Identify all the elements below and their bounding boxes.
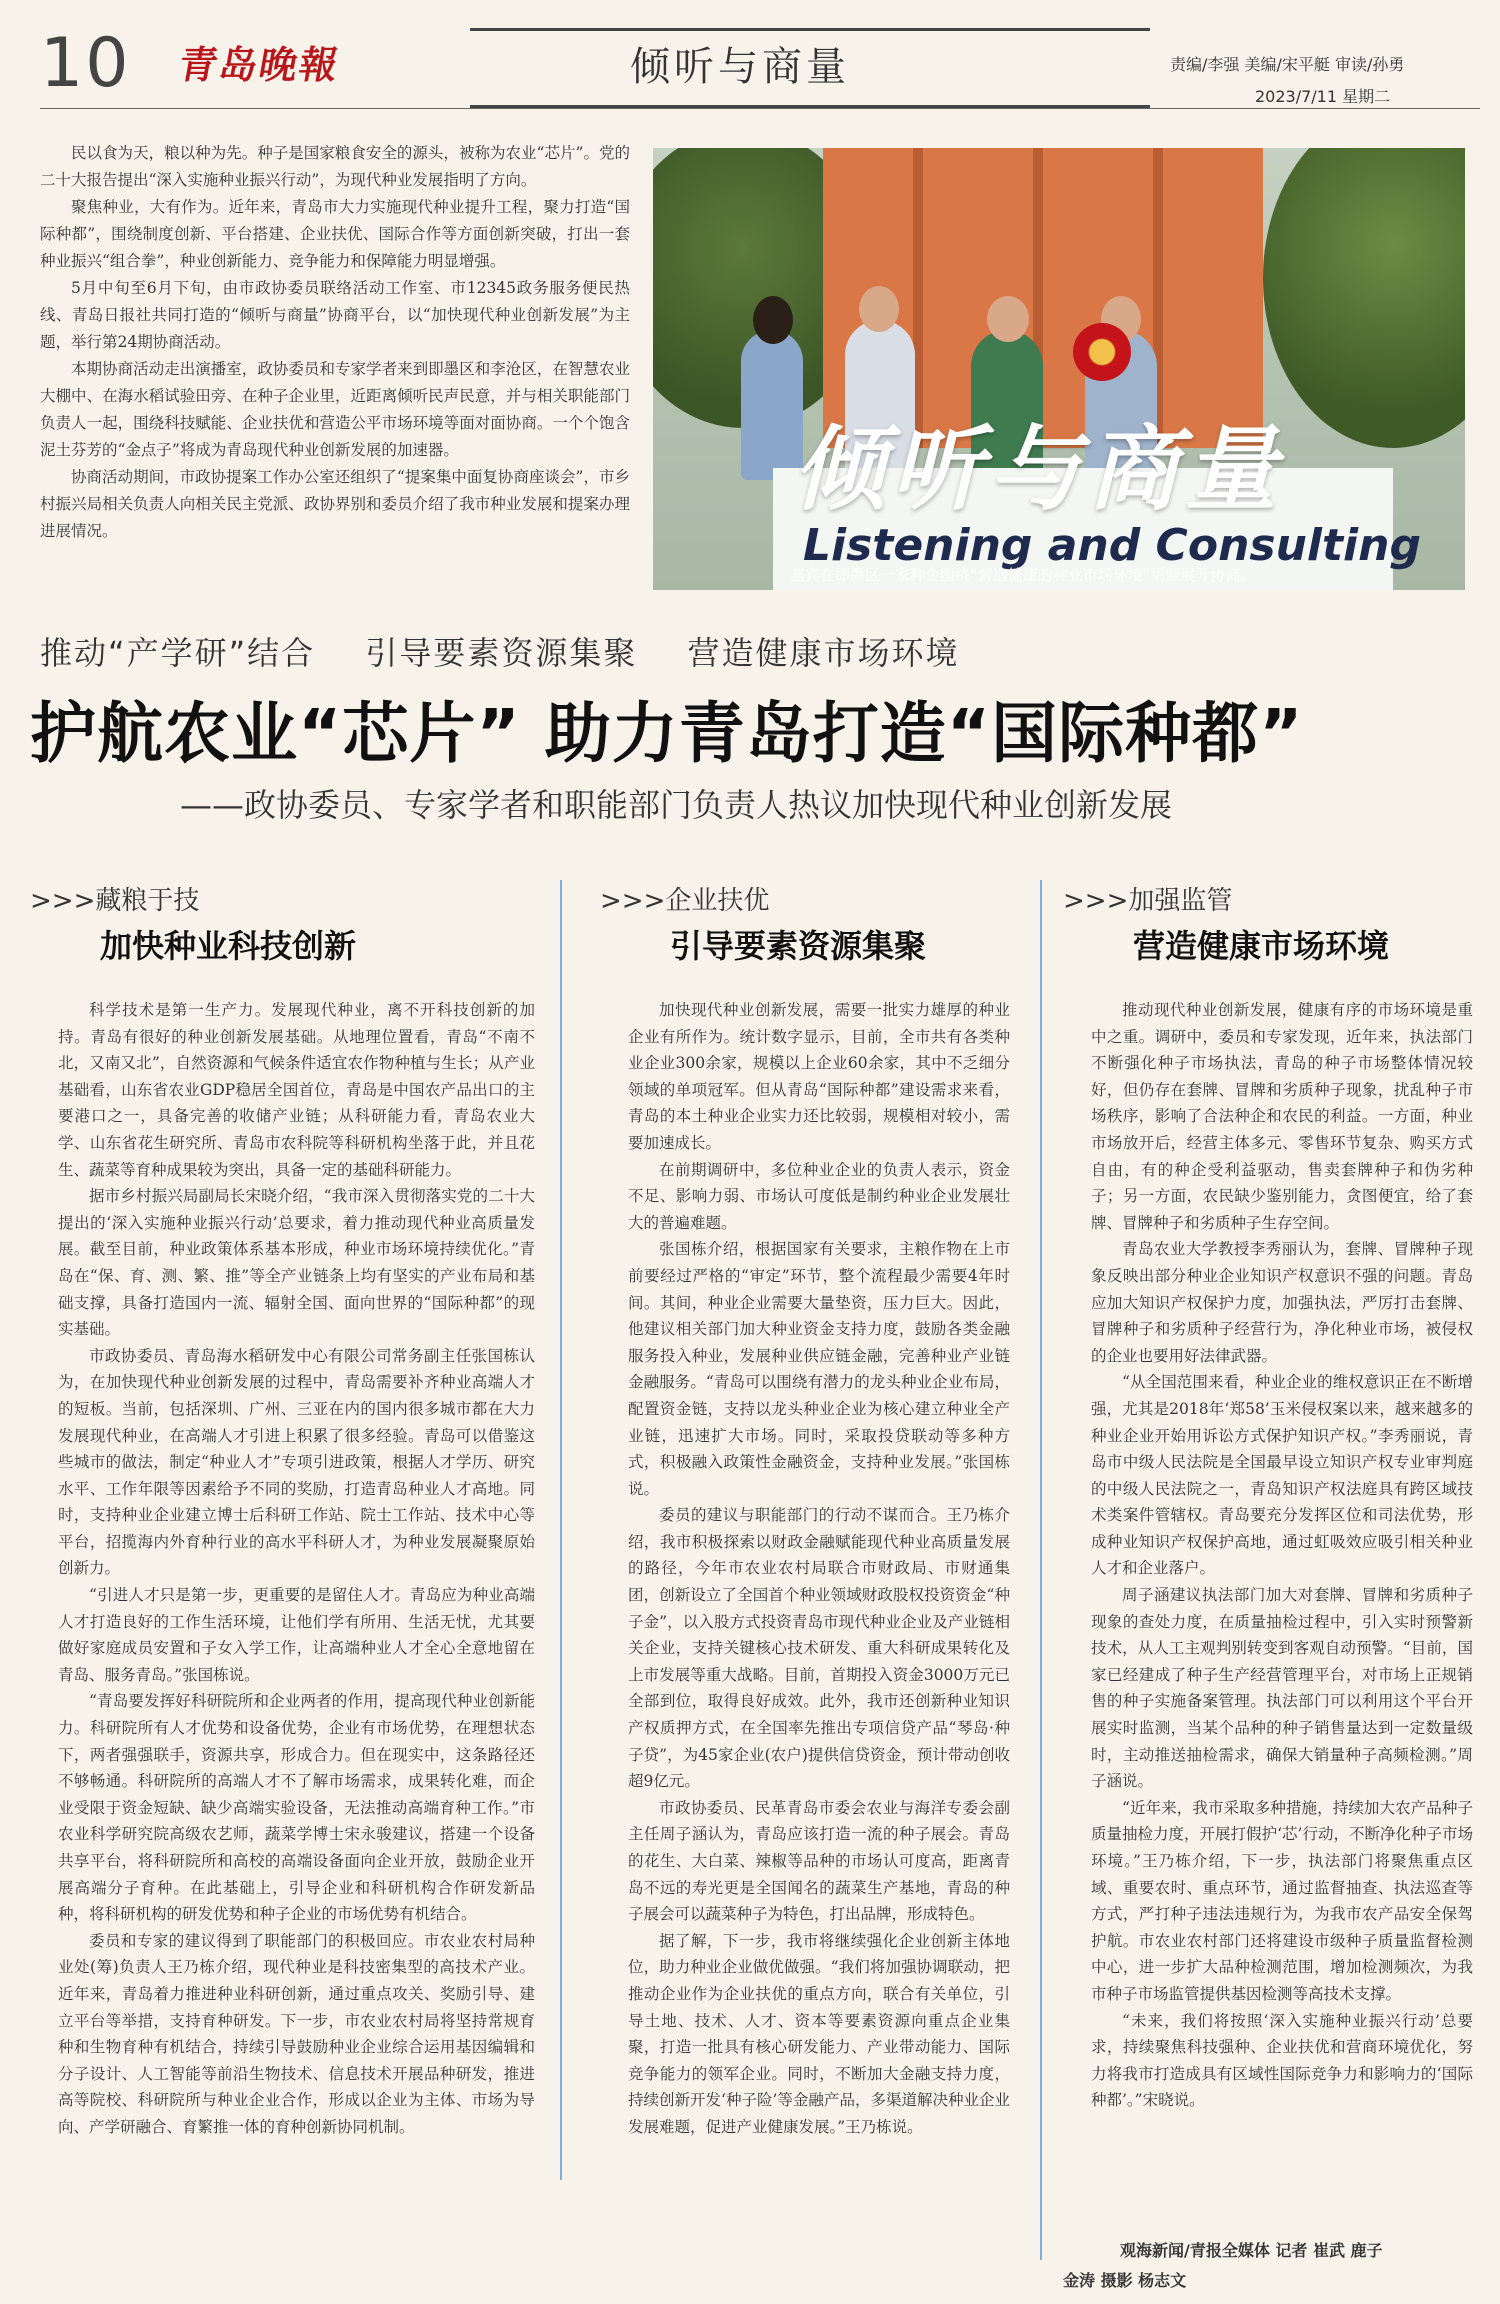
stage-title-en: Listening and Consulting: [803, 520, 1421, 571]
body-paragraph: 据了解，下一步，我市将继续强化企业创新主体地位，助力种业企业做优做强。“我们将加强协调联动，把推动企业作为企业扶优的重点方向，联合有关单位，引导土地、技术、人才、资本等要素资源向重点企业集聚，打造一批具有核心研发能力、产业带动能力、国际竞争能力的领军企业。同时，不断加大金融支持力度，持续创新开发‘种子险’等金融产品，多渠道解决种业企业发展难题，促进产业健康发展。”王乃栋说。: [628, 1931, 1010, 2136]
stage-title: 倾听与商量: [793, 415, 1284, 523]
section-title-text: 倾听与商量: [630, 44, 850, 90]
lead-paragraph: 5月中旬至6月下旬，由市政协委员联络活动工作室、市12345政务服务便民热线、青岛日报社共同打造的“倾听与商量”协商平台，以“加快现代种业创新发展”为主题，举行第24期协商活动。: [40, 279, 630, 351]
body-paragraph: “青岛要发挥好科研院所和企业两者的作用，提高现代种业创新能力。科研院所有人才优势和设备优势，企业有市场优势，在理想状态下，两者强强联手，资源共享，形成合力。但在现实中，这条路径还不够畅通。科研院所的高端人才不了解市场需求，成果转化难，而企业受限于资金短缺、缺少高端实验设备，无法推动高端育种工作。”市农业科学研究院高级农艺师，蔬菜学博士宋永骏建议，搭建一个设备共享平台，将科研院所和高校的高端设备面向企业开放，鼓励企业开展高端分子育种。在此基础上，引导企业和科研机构合作研发新品种，将科研机构的研发优势和种子企业的市场优势有机结合。: [58, 1692, 535, 1924]
body-paragraph: “引进人才只是第一步，更重要的是留住人才。青岛应为种业高端人才打造良好的工作生活环境，让他们学有所用、生活无忧，尤其要做好家庭成员安置和子女入学工作，让高端种业人才全心全意地留在青岛、服务青岛。”张国栋说。: [58, 1586, 535, 1684]
byline: 观海新闻/青报全媒体 记者 崔武 鹿子: [1120, 2241, 1383, 2260]
body-paragraph: 张国栋介绍，根据国家有关要求，主粮作物在上市前要经过严格的“审定”环节，整个流程最少需要4年时间。其间，种业企业需要大量垫资，压力巨大。因此，他建议相关部门加大种业资金支持力度，鼓励各类金融服务投入种业，发展种业供应链金融，完善种业产业链金融服务。“青岛可以围绕有潜力的龙头种业企业布局，配置资金链，支持以龙头种业企业为核心建立种业全产业链，迅速扩大市场。同时，采取投贷联动等多种方式，积极融入政策性金融资金，支持种业发展。”张国栋说。: [628, 1240, 1010, 1498]
photo-caption: 嘉宾在即墨区一家种企围绕“营造健康的种业市场环境”话题展开协商。: [790, 566, 1256, 584]
guest-head: [859, 286, 899, 332]
column-title: 营造健康市场环境: [1133, 927, 1390, 965]
event-photo: [653, 148, 1465, 590]
page-header: [0, 0, 1500, 110]
column-tag: >>>藏粮于技: [30, 886, 200, 916]
body-paragraph: 据市乡村振兴局副局长宋晓介绍，“我市深入贯彻落实党的二十大提出的‘深入实施种业振兴行动’总要求，着力推动现代种业高质量发展。截至目前，种业政策体系基本形成，种业市场环境持续优化。”青岛在“保、育、测、繁、推”等全产业链条上均有坚实的产业布局和基础支撑，具备打造国内一流、辐射全国、面向世界的“国际种都”的现实基础。: [58, 1187, 535, 1339]
body-paragraph: 在前期调研中，多位种业企业的负责人表示，资金不足、影响力弱、市场认可度低是制约种业企业发展壮大的普遍难题。: [628, 1160, 1010, 1232]
kicker-item: 推动“产学研”结合: [40, 634, 316, 672]
column-body: [628, 997, 1010, 2141]
body-paragraph: 青岛农业大学教授李秀丽认为，套牌、冒牌种子现象反映出部分种业企业知识产权意识不强的问题。青岛应加大知识产权保护力度，加强执法，严厉打击套牌、冒牌种子和劣质种子经营行为，净化种业市场，被侵权的企业也要用好法律武器。: [1091, 1240, 1473, 1365]
lead-paragraph: 协商活动期间，市政协提案工作办公室还组织了“提案集中面复协商座谈会”，市乡村振兴局相关负责人向相关民主党派、政协界别和委员介绍了我市种业发展和提案办理进展情况。: [40, 468, 630, 540]
column-title: 加快种业科技创新: [100, 927, 357, 965]
body-paragraph: 周子涵建议执法部门加大对套牌、冒牌和劣质种子现象的查处力度，在质量抽检过程中，引入实时预警新技术，从人工主观判别转变到客观自动预警。“目前，国家已经建成了种子生产经营管理平台，对市场上正规销售的种子实施备案管理。执法部门可以利用这个平台开展实时监测，当某个品种的种子销售量达到一定数量级时，主动推送抽检需求，确保大销量种子高频检测。”周子涵说。: [1091, 1586, 1473, 1791]
column-enterprise-support: [600, 880, 1010, 2141]
body-paragraph: 市政协委员、青岛海水稻研发中心有限公司常务副主任张国栋认为，在加快现代种业创新发展的过程中，青岛需要补齐种业高端人才的短板。当前，包括深圳、广州、三亚在内的国内很多城市都在大力发展现代种业，在高端人才引进上积累了很多经验。青岛可以借鉴这些城市的做法，制定“种业人才”专项引进政策，根据人才学历、研究水平、工作年限等因素给予不同的奖励，打造青岛种业人才高地。同时，支持种业企业建立博士后科研工作站、院士工作站、技术中心等平台，招揽海内外育种行业的高水平科研人才，为种业发展凝聚原始创新力。: [58, 1346, 535, 1578]
lead-text: [40, 140, 630, 545]
tree-right: [1263, 148, 1465, 448]
cppcc-emblem-icon: [1073, 323, 1131, 381]
body-paragraph: “未来，我们将按照‘深入实施种业振兴行动’总要求，持续聚焦科技强种、企业扶优和营商环境优化，努力将我市打造成具有区域性国际竞争力和影响力的‘国际种都’。”宋晓说。: [1091, 2011, 1473, 2110]
kicker-item: 营造健康市场环境: [687, 634, 960, 672]
body-paragraph: 推动现代种业创新发展，健康有序的市场环境是重中之重。调研中，委员和专家发现，近年来，执法部门不断强化种子市场执法，青岛的种子市场整体情况较好，但仍存在套牌、冒牌和劣质种子现象，扰乱种子市场秩序，影响了合法种企和农民的利益。一方面，种业市场放开后，经营主体多元、零售环节复杂、购买方式自由，有的种企受利益驱动，售卖套牌种子和伪劣种子；另一方面，农民缺少鉴别能力，贪图便宜，给了套牌、冒牌种子和劣质种子生存空间。: [1091, 1001, 1473, 1232]
body-paragraph: 加快现代种业创新发展，需要一批实力雄厚的种业企业有所作为。统计数字显示，目前，全市共有各类种业企业300余家，规模以上企业60余家，其中不乏细分领域的单项冠军。但从青岛“国际种都”建设需求来看，青岛的本土种业企业实力还比较弱，规模相对较小，需要加速成长。: [628, 1001, 1010, 1152]
body-paragraph: 市政协委员、民革青岛市委会农业与海洋专委会副主任周子涵认为，青岛应该打造一流的种子展会。青岛的花生、大白菜、辣椒等品种的市场认可度高，距离青岛不远的寿光更是全国闻名的蔬菜生产基地，青岛的种子展会可以蔬菜种子为特色，打出品牌，形成特色。: [628, 1798, 1010, 1924]
column-body: [1091, 997, 1473, 2114]
body-paragraph: 委员和专家的建议得到了职能部门的积极回应。市农业农村局种业处(筹)负责人王乃栋介绍，现代种业是科技密集型的高技术产业。近年来，青岛着力推进种业科研创新，通过重点攻关、奖励引导、建立平台等举措，支持育种研发。下一步，市农业农村局将坚持常规育种和生物育种有机结合，持续引导鼓励种业企业综合运用基因编辑和分子设计、人工智能等前沿生物技术、信息技术开展品种研发，推进高等院校、科研院所与种业企业合作，形成以企业为主体、市场为导向、产学研融合、育繁推一体的育种创新协同机制。: [58, 1931, 535, 2136]
body-paragraph: 科学技术是第一生产力。发展现代种业，离不开科技创新的加持。青岛有很好的种业创新发展基础。从地理位置看，青岛“不南不北，又南又北”，自然资源和气候条件适宜农作物种植与生长；从产业基础看，山东省农业GDP稳居全国首位，青岛是中国农产品出口的主要港口之一，具备完善的收储产业链；从科研能力看，青岛农业大学、山东省花生研究所、青岛市农科院等科研机构坐落于此，并且花生、蔬菜等育种成果较为突出，具备一定的基础科研能力。: [58, 1001, 535, 1179]
host-head: [753, 296, 793, 344]
byline-photo: 金涛 摄影 杨志文: [1063, 2271, 1187, 2290]
section-title: [470, 28, 1150, 108]
column-tech-innovation: [30, 880, 535, 2141]
column-market-supervision: [1063, 880, 1473, 2114]
lead-paragraph: 民以食为天，粮以种为先。种子是国家粮食安全的源头，被称为农业“芯片”。党的二十大报告提出“深入实施种业振兴行动”，为现代种业发展指明了方向。: [40, 144, 630, 189]
column-tag: >>>企业扶优: [600, 886, 770, 916]
issue-date: 2023/7/11 星期二: [1255, 87, 1391, 106]
guest-head: [987, 296, 1029, 342]
subheadline: ——政协委员、专家学者和职能部门负责人热议加快现代种业创新发展: [180, 786, 1173, 824]
lead-paragraph: 聚焦种业，大有作为。近年来，青岛市大力实施现代种业提升工程，聚力打造“国际种都”，围绕制度创新、平台搭建、企业扶优、国际合作等方面创新突破，打出一套种业振兴“组合拳”，种业创新能力、竞争能力和保障能力明显增强。: [40, 198, 630, 270]
body-paragraph: “近年来，我市采取多种措施，持续加大农产品种子质量抽检力度，开展打假护‘芯’行动，不断净化种子市场环境。”王乃栋介绍，下一步，执法部门将聚焦重点区域、重要农时、重点环节，通过监督抽查、执法巡查等方式，严打种子违法违规行为，为我市农产品安全保驾护航。市农业农村部门还将建设市级种子质量监督检测中心，进一步扩大品种检测范围，增加检测频次，为我市种子市场监管提供基因检测等高技术支撑。: [1091, 1798, 1473, 2003]
kicker-line: [40, 628, 998, 674]
page-number: 10: [40, 24, 131, 103]
column-title: 引导要素资源集聚: [670, 927, 927, 965]
editor-credits: 责编/李强 美编/宋平艇 审读/孙勇: [1170, 55, 1405, 74]
lead-paragraph: 本期协商活动走出演播室，政协委员和专家学者来到即墨区和李沧区，在智慧农业大棚中、在海水稻试验田旁、在种子企业里，近距离倾听民声民意，并与相关职能部门负责人一起，围绕科技赋能、企业扶优和营造公平市场环境等面对面协商。一个个饱含泥土芬芳的“金点子”将成为青岛现代种业创新发展的加速器。: [40, 360, 630, 459]
newspaper-name: 青岛晚報: [175, 42, 344, 87]
body-paragraph: “从全国范围来看，种业企业的维权意识正在不断增强，尤其是2018年‘郑58’玉米侵权案以来，越来越多的种业企业开始用诉讼方式保护知识产权。”李秀丽说，青岛市中级人民法院是全国最早设立知识产权专业审判庭的中级人民法院之一，青岛知识产权法庭具有跨区域技术类案件管辖权。青岛要充分发挥区位和司法优势，形成种业知识产权保护高地，通过虹吸效应吸引相关种业人才和企业落户。: [1091, 1373, 1473, 1578]
column-body: [58, 997, 535, 2141]
body-paragraph: 委员的建议与职能部门的行动不谋而合。王乃栋介绍，我市积极探索以财政金融赋能现代种业高质量发展的路径，今年市农业农村局联合市财政局、市财通集团，创新设立了全国首个种业领域财政股权投资资金“种子金”，以入股方式投资青岛市现代种业企业及产业链相关企业，支持关键核心技术研发、重大科研成果转化及上市发展等重大战略。目前，首期投入资金3000万元已全部到位，取得良好成效。此外，我市还创新种业知识产权质押方式，在全国率先推出专项信贷产品“琴岛·种子贷”，为45家企业(农户)提供信贷资金，预计带动创收超9亿元。: [628, 1506, 1010, 1791]
headline: 护航农业“芯片” 助力青岛打造“国际种都”: [30, 695, 1304, 772]
column-tag: >>>加强监管: [1063, 886, 1233, 916]
kicker-item: 引导要素资源集聚: [365, 634, 638, 672]
header-rule: [40, 108, 1480, 109]
